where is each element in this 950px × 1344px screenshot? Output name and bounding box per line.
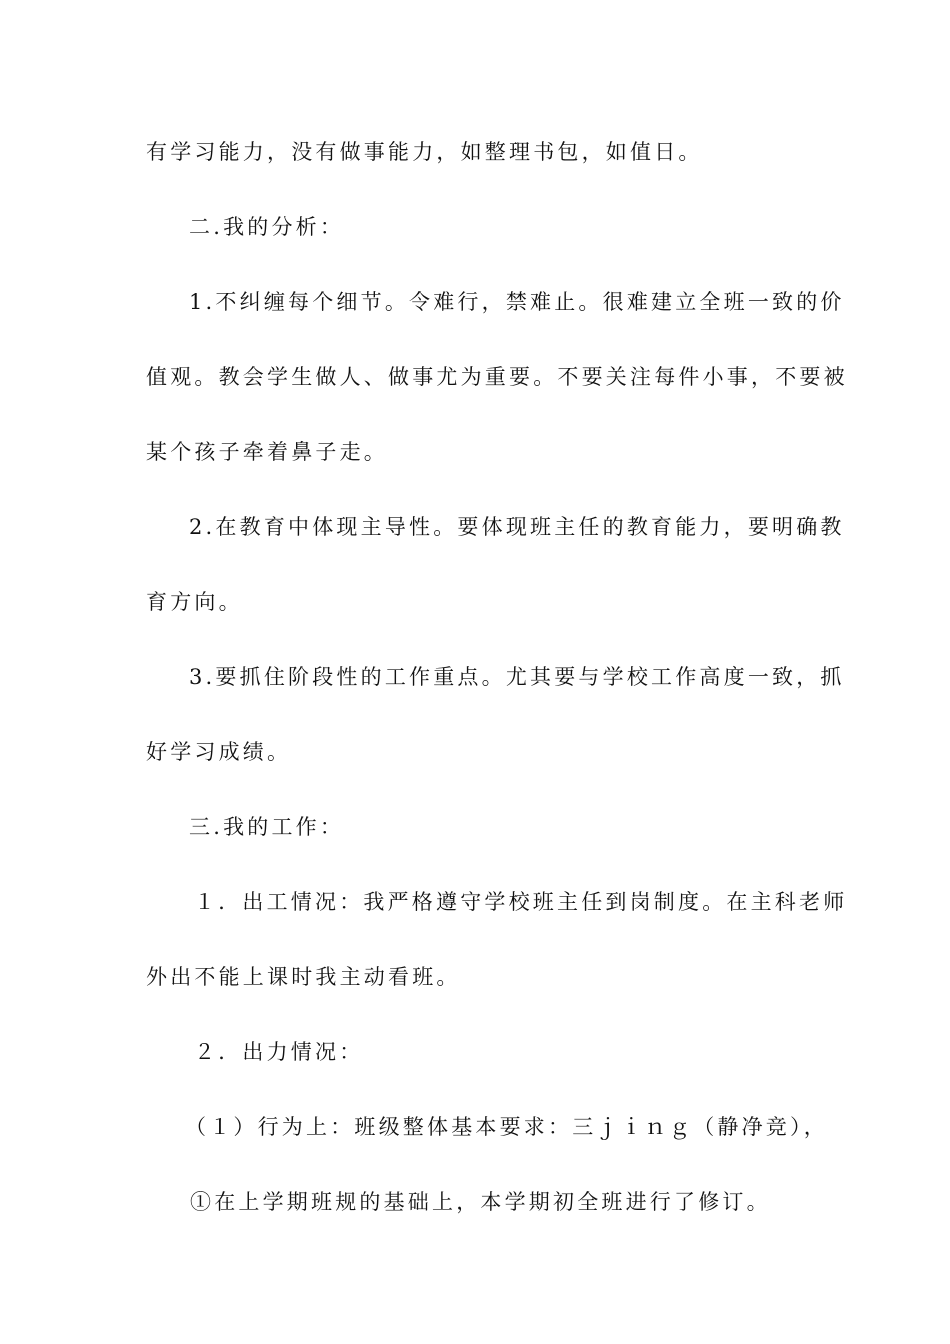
section-heading-work: 三.我的工作： (189, 815, 345, 839)
paragraph-line: １．出工情况：我严格遵守学校班主任到岗制度。在主科老师 (194, 890, 848, 914)
paragraph-line: 育方向。 (146, 590, 243, 614)
paragraph-line: 好学习成绩。 (146, 740, 292, 764)
list-item: ①在上学期班规的基础上，本学期初全班进行了修订。 (190, 1190, 771, 1214)
paragraph-line: 2.在教育中体现主导性。要体现班主任的教育能力，要明确教 (189, 515, 845, 539)
paragraph-line: 某个孩子牵着鼻子走。 (146, 440, 388, 464)
paragraph-line: 外出不能上课时我主动看班。 (146, 965, 461, 989)
paragraph-line: 值观。教会学生做人、做事尤为重要。不要关注每件小事，不要被 (146, 365, 848, 389)
section-heading-analysis: 二.我的分析： (189, 215, 345, 239)
subheading-effort: ２．出力情况： (194, 1040, 364, 1064)
paragraph-line: 3.要抓住阶段性的工作重点。尤其要与学校工作高度一致，抓 (189, 665, 845, 689)
paragraph-line: （１）行为上：班级整体基本要求：三ｊｉｎｇ（静净竞）， (185, 1115, 828, 1139)
paragraph-line: 有学习能力，没有做事能力，如整理书包，如值日。 (146, 140, 703, 164)
paragraph-line: 1.不纠缠每个细节。令难行，禁难止。很难建立全班一致的价 (189, 290, 845, 314)
